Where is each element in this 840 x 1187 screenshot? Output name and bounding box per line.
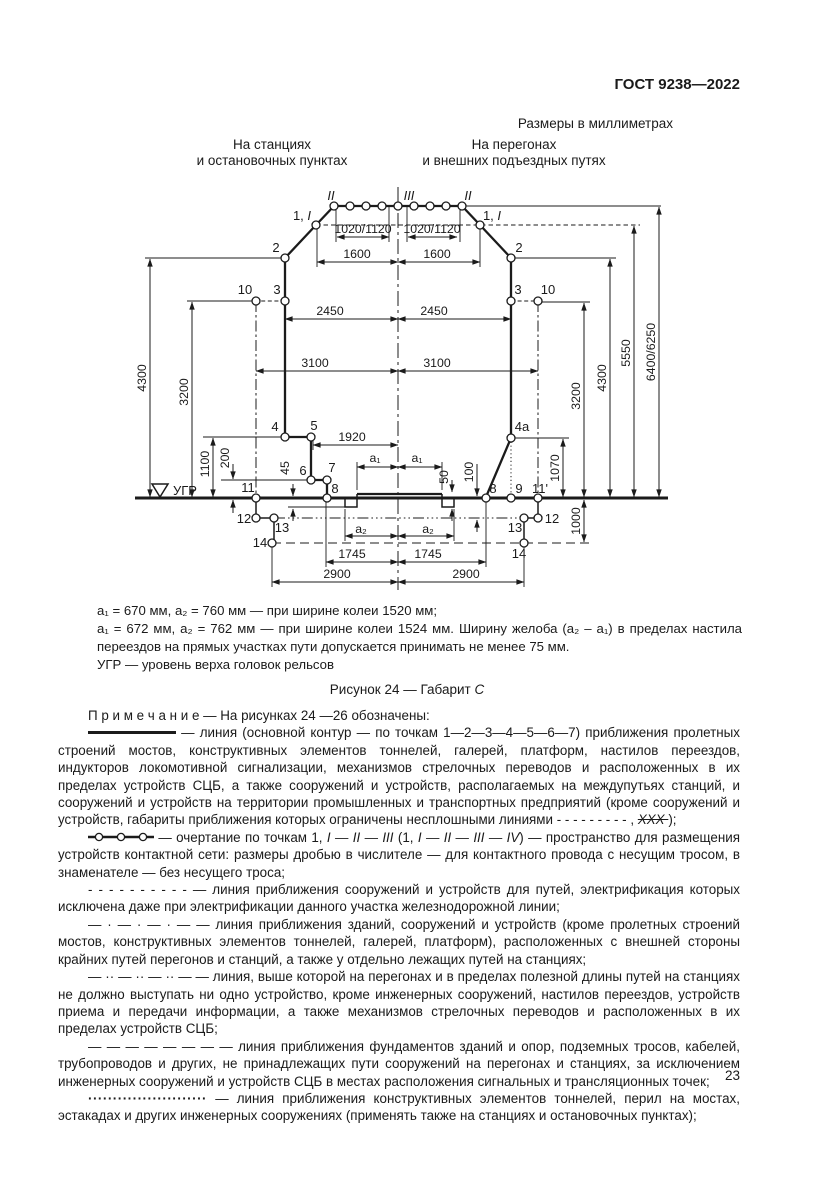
label-point-3-right: 3 — [514, 282, 522, 297]
units-note: Размеры в миллиметрах — [517, 116, 673, 131]
dim-2450-left: 2450 — [316, 304, 344, 318]
dim-1020-right: 1020/1120 — [403, 222, 461, 236]
legend-upper-limit: — ·· — ·· — ·· — — линия, выше которой на перегонах и в пределах полезной длины путей на станциях не должно выступать ни одно устройство, кроме инженерных сооружений, настилов переездов, устройств приема и передачи информации, а также механизмов стрелочных переводов и расположенных в их пределах устройств СЦБ; — [58, 969, 740, 1037]
dimension-labels — [135, 222, 658, 581]
label-point-2-left: 2 — [272, 240, 280, 255]
label-point-6: 6 — [299, 463, 307, 478]
dashdot-line-symbol: — · — · — · — — [88, 916, 191, 932]
dim-1920: 1920 — [338, 430, 366, 444]
dim-a1-left: a₁ — [369, 451, 381, 465]
legend-no-electrification: - - - - - - - - - - — линия приближения сооружений и устройств для путей, электрификация которых исключена даже при электрификации данного участка железнодорожной линии; — [58, 882, 740, 915]
dim-1745-left: 1745 — [338, 547, 366, 561]
label-point-5: 5 — [310, 418, 318, 433]
dim-5550: 5550 — [619, 339, 633, 367]
dim-6400-6250: 6400/6250 — [644, 322, 658, 382]
contour-right — [462, 206, 511, 497]
dim-1745-right: 1745 — [414, 547, 442, 561]
dim-3200-left: 3200 — [177, 378, 191, 406]
dim-4300-right: 4300 — [595, 364, 609, 392]
dim-1600-left: 1600 — [343, 247, 371, 261]
label-point-4a: 4a — [514, 419, 530, 434]
label-point-11: 11 — [241, 480, 255, 495]
dim-2900-right: 2900 — [452, 567, 480, 581]
dotted-line-symbol: ························ — [88, 1090, 208, 1106]
label-point-11prime: 11' — [532, 481, 548, 496]
xxx-symbol: ХХХ — [637, 812, 669, 828]
note-a1-a2-1520: a₁ = 670 мм, a₂ = 760 мм — при ширине колеи 1520 мм; — [97, 603, 437, 618]
flangeway-notch-left — [345, 494, 357, 507]
longdash-line-symbol: — — — — — — — — [88, 1038, 214, 1054]
rail-level-marker — [152, 483, 197, 498]
column-header-left-2: и остановочных пунктах — [196, 153, 348, 168]
legend-outer-buildings: — · — · — · — — линия приближения зданий, сооружений и устройств (кроме пролетных строений мостов, конструктивных элементов тоннелей, галерей, платформ), расположенных с внешней стороны крайних путей перегонов и станций, а также у отдельно лежащих путей на станциях; — [58, 916, 741, 967]
page-number: 23 — [724, 1068, 740, 1083]
dim-3100-left: 3100 — [301, 356, 329, 370]
flangeway-notch-right — [442, 494, 454, 507]
dim-a2-right: a₂ — [422, 522, 434, 536]
label-point-9: 9 — [515, 481, 523, 496]
dim-45: 45 — [278, 461, 292, 475]
dim-1100: 1100 — [198, 450, 212, 478]
label-point-4: 4 — [271, 419, 279, 434]
label-1I-left: 1, I — [292, 208, 312, 223]
contact-line-symbol — [88, 832, 154, 842]
dim-50: 50 — [437, 470, 451, 484]
label-point-14-left: 14 — [252, 535, 268, 550]
dim-200: 200 — [218, 447, 232, 469]
label-point-2-right: 2 — [515, 240, 523, 255]
label-point-12-right: 12 — [544, 511, 560, 526]
label-point-10-right: 10 — [540, 282, 556, 297]
solid-line-symbol — [88, 731, 176, 735]
extension-lines — [145, 206, 616, 587]
note-ugr-definition: УГР — уровень верха головок рельсов — [97, 657, 335, 672]
figure-notes — [97, 602, 742, 674]
dim-1070: 1070 — [548, 454, 562, 482]
legend-contact-network: — очертание по точкам 1, I — II — III (1, I — II — III — IV) — пространство для размещения устройств контактной сети: размеры дробью в числителе — для контактного провода с несущим тросом, в знаменателе — без несущего троса; — [58, 829, 740, 880]
contour-points — [252, 202, 542, 547]
column-header-left-1: На станциях — [232, 137, 312, 152]
dim-1600-right: 1600 — [423, 247, 451, 261]
standard-number: ГОСТ 9238—2022 — [614, 76, 740, 93]
label-point-10-left: 10 — [237, 282, 253, 297]
dashdotdot-line-symbol: — ·· — ·· — ·· — — [88, 969, 192, 985]
label-II-right: II — [464, 188, 472, 203]
column-header-right-1: На перегонах — [471, 137, 557, 152]
dim-a2-left: a₂ — [355, 522, 367, 536]
label-II-left: II — [327, 188, 335, 203]
dashed-line-symbol: - - - - - - - - - - — [88, 882, 187, 898]
dim-2900-left: 2900 — [323, 567, 351, 581]
dim-2450-right: 2450 — [420, 304, 448, 318]
dim-1020-left: 1020/1120 — [334, 222, 392, 236]
label-point-13-right: 13 — [507, 520, 523, 535]
label-1I-right: 1, I — [482, 208, 502, 223]
label-point-8-left: 8 — [331, 481, 339, 496]
legend-block — [58, 707, 740, 1125]
column-headers — [197, 137, 606, 168]
legend-foundations: — — — — — — — — линия приближения фундаментов зданий и опор, подземных тросов, кабелей, трубопроводов и других, не принадлежащих пути сооружений на перегонах и станциях, за исключением инженерных сооружений и устройств СЦБ в местах расположения сигнальных и трансляционных точек; — [58, 1038, 740, 1089]
legend-tunnel-elements: ························ — линия приближения конструктивных элементов тоннелей, перил на мостах, эстакадах и других инженерных сооружениях (применять также на станциях и остановочных пунктах); — [58, 1090, 740, 1124]
dim-4300-left: 4300 — [135, 364, 149, 392]
rail-level-triangle-icon — [152, 484, 168, 497]
label-point-14-right: 14 — [511, 546, 527, 561]
rail-level-label: УГР — [173, 483, 197, 498]
contour-left — [285, 206, 334, 497]
clearance-diagram — [0, 135, 840, 605]
column-header-right-2: и внешних подъездных путях — [422, 153, 606, 168]
label-point-8-right: 8 — [489, 481, 497, 496]
dim-1000: 1000 — [569, 507, 583, 535]
legend-main-contour: — линия (основной контур — по точкам 1—2—3—4—5—6—7) приближения пролетных строений мостов, конструктивных элементов тоннелей, галерей, платформ, настилов переездов, индукторов локомотивной сигнализации, механизмов стрелочных переводов и расположенных в их пределах устройств СЦБ, а также сооружений и устройств, располагаемых на междупутьях станций, и сооружений и устройств на территории промышленных и транспортных предприятий (кроме сооружений и устройств, габариты приближения которых ограничены несплошными линиями - - - - - - - - - , ХХХ ); — [58, 725, 740, 828]
label-point-3-left: 3 — [273, 282, 281, 297]
main-contour — [135, 206, 668, 543]
label-point-13-left: 13 — [274, 520, 290, 535]
dim-a1-right: a₁ — [411, 451, 423, 465]
note-a1-a2-1524: a₁ = 672 мм, a₂ = 762 мм — при ширине колеи 1524 мм. Ширину желоба (a₂ – a₁) в пределах настила переездов на прямых участках пути допускается принимать не менее 75 мм. — [97, 621, 742, 654]
dim-3200-right: 3200 — [569, 382, 583, 410]
legend-heading: П р и м е ч а н и е — На рисунках 24 —26 обозначены: — [88, 708, 430, 723]
label-point-12-left: 12 — [236, 511, 252, 526]
label-point-7: 7 — [328, 460, 336, 475]
dim-100: 100 — [462, 461, 476, 483]
label-III: III — [403, 188, 415, 203]
figure-caption: Рисунок 24 — Габарит С — [329, 682, 485, 697]
dim-3100-right: 3100 — [423, 356, 451, 370]
